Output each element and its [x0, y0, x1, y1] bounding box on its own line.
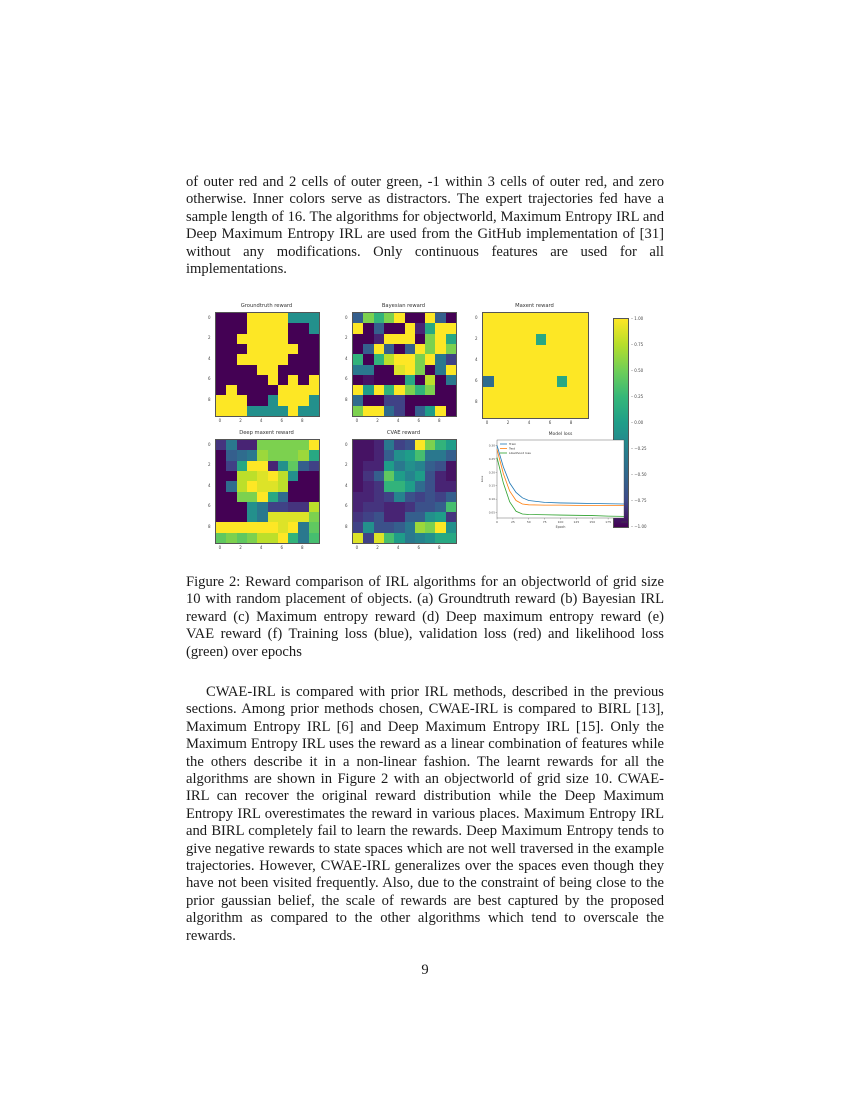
y-tick: 0.05 — [488, 510, 495, 515]
paragraph-top: of outer red and 2 cells of outer green, -1 within 3 cells of outer red, and zero otherwise. Inner colors serve as distractors. The expert trajectories fed have a sample length of 16. The algorithms for objectworld, Maximum Entropy IRL and Deep Maximum Entropy IRL are used from the GitHub implementation of [31] without any modifications. Only continuous features are used for all implementations. — [186, 174, 664, 278]
colorbar-tick: – 0.00 — [631, 420, 644, 425]
x-tick: 0 — [218, 545, 222, 550]
y-tick: 6 — [345, 503, 348, 509]
y-tick: 0 — [345, 441, 348, 447]
paragraph-body: CWAE-IRL is compared with prior IRL methods, described in the previous sections. Among prior methods chosen, CWAE-IRL is compared to BIRL [13], Maximum Entropy IRL [6] and Deep Maximum Entropy IRL [15]. Only the Maximum Entropy IRL uses the reward as a linear combination of features while the others describe it in a non-linear fashion. The learnt rewards for all the algorithms are shown in Figure 2 with an objectworld of grid size 10. CWAE-IRL can recover the original reward distribution while the Deep Maximum Entropy IRL overestimates the reward in various places. Maximum Entropy IRL and BIRL completely fail to learn the rewards. Deep Maximum Entropy tends to give negative rewards to state spaces which are not well traversed in the example trajectories. However, CWAE-IRL generalizes over the spaces even though they have not been visited frequently. Also, due to the constraint of being close to the prior gaussian belief, the scale of rewards are best captured by the proposed algorithm as compared to the other algorithms which tend to overscale the rewards. — [186, 684, 664, 944]
x-tick: 4 — [259, 545, 263, 550]
y-tick: 8 — [345, 524, 348, 530]
y-tick: 2 — [345, 462, 348, 468]
colorbar-tick: – −0.25 — [631, 446, 647, 451]
y-tick: 8 — [475, 398, 478, 404]
legend-label: Test — [509, 446, 515, 451]
x-tick: 75 — [542, 520, 547, 524]
y-axis-label: Loss — [480, 475, 484, 483]
y-tick: 8 — [345, 397, 348, 403]
y-tick: 6 — [475, 377, 478, 383]
colorbar-tick: – 0.50 — [631, 368, 644, 373]
x-tick: 6 — [417, 418, 420, 423]
panel-title: CVAE reward — [386, 430, 421, 436]
x-tick: 0 — [496, 520, 498, 524]
x-tick: 100 — [557, 520, 564, 524]
x-tick: 2 — [376, 545, 379, 550]
x-tick: 4 — [396, 545, 400, 550]
y-tick: 2 — [345, 335, 348, 341]
loss-chart — [479, 428, 629, 538]
y-tick: 0 — [345, 314, 348, 320]
panel-title: Groundtruth reward — [240, 303, 293, 309]
x-tick: 6 — [280, 545, 283, 550]
figure-caption: Figure 2: Reward comparison of IRL algorithms for an objectworld of grid size 10 with random placement of objects. (a) Groundtruth reward (b) Bayesian IRL reward (c) Maximum entropy reward (d) Deep maximum entropy reward (e) VAE reward (f) Training loss (blue), validation loss (red) and likelihood loss (green) over epochs — [186, 574, 664, 660]
y-tick: 0.30 — [488, 443, 495, 448]
colorbar-tick: – −1.00 — [631, 524, 647, 529]
x-tick: 4 — [527, 420, 531, 425]
page-number: 9 — [421, 962, 429, 978]
x-tick: 6 — [417, 545, 420, 550]
panel-title: Maxent reward — [515, 303, 554, 309]
y-tick: 2 — [208, 462, 211, 468]
y-tick: 4 — [345, 355, 348, 361]
y-tick: 4 — [208, 355, 211, 361]
x-tick: 0 — [218, 418, 222, 423]
x-tick: 8 — [438, 545, 441, 550]
y-tick: 4 — [208, 482, 211, 488]
x-tick: 0 — [355, 418, 359, 423]
legend-label: Train — [509, 442, 517, 446]
x-tick: 2 — [239, 545, 242, 550]
y-tick: 6 — [208, 503, 211, 509]
x-tick: 0 — [355, 545, 359, 550]
y-tick: 2 — [208, 335, 211, 341]
colorbar-tick: – −0.50 — [631, 472, 647, 477]
y-tick: 8 — [208, 397, 211, 403]
x-axis-label: Epoch — [555, 525, 566, 529]
x-tick: 2 — [506, 420, 510, 425]
y-tick: 0 — [208, 314, 211, 320]
colorbar-tick: – −0.75 — [631, 498, 647, 503]
y-tick: 0.15 — [488, 483, 495, 488]
x-tick: 50 — [526, 520, 531, 524]
x-tick: 2 — [239, 418, 242, 423]
panel-title: Deep maxent reward — [239, 430, 294, 436]
legend-label: Likelihood loss — [509, 451, 531, 455]
cvae-heatmap — [352, 439, 457, 544]
x-tick: 150 — [589, 520, 596, 524]
colorbar-tick: – 1.00 — [631, 316, 644, 321]
x-tick: 4 — [396, 418, 400, 423]
maxent-heatmap — [482, 312, 589, 419]
colorbar-tick: – 0.25 — [631, 394, 644, 399]
x-tick: 8 — [438, 418, 441, 423]
y-tick: 4 — [475, 356, 478, 362]
x-tick: 8 — [301, 545, 304, 550]
y-tick: 0.25 — [488, 456, 495, 461]
y-tick: 8 — [208, 524, 211, 530]
x-tick: 200 — [621, 520, 627, 524]
colorbar-tick: – 0.75 — [631, 342, 644, 347]
figure-2 — [195, 300, 665, 550]
groundtruth-heatmap — [215, 312, 320, 417]
x-tick: 0 — [485, 420, 489, 425]
x-tick: 2 — [376, 418, 379, 423]
loss-chart-title: Model loss — [548, 432, 573, 437]
y-tick: 0.20 — [488, 470, 495, 475]
y-tick: 4 — [345, 482, 348, 488]
y-tick: 6 — [208, 376, 211, 382]
x-tick: 8 — [301, 418, 304, 423]
x-tick: 8 — [569, 420, 573, 425]
panel-title: Bayesian reward — [381, 303, 426, 309]
x-tick: 175 — [605, 520, 611, 524]
x-tick: 4 — [259, 418, 263, 423]
x-tick: 6 — [548, 420, 552, 425]
y-tick: 2 — [475, 335, 478, 341]
y-tick: 0.10 — [488, 497, 495, 502]
deep-maxent-heatmap — [215, 439, 320, 544]
bayesian-heatmap — [352, 312, 457, 417]
y-tick: 0 — [208, 441, 211, 447]
x-tick: 25 — [510, 520, 515, 524]
y-tick: 6 — [345, 376, 348, 382]
x-tick: 125 — [573, 520, 580, 524]
x-tick: 6 — [280, 418, 283, 423]
y-tick: 0 — [475, 314, 478, 320]
